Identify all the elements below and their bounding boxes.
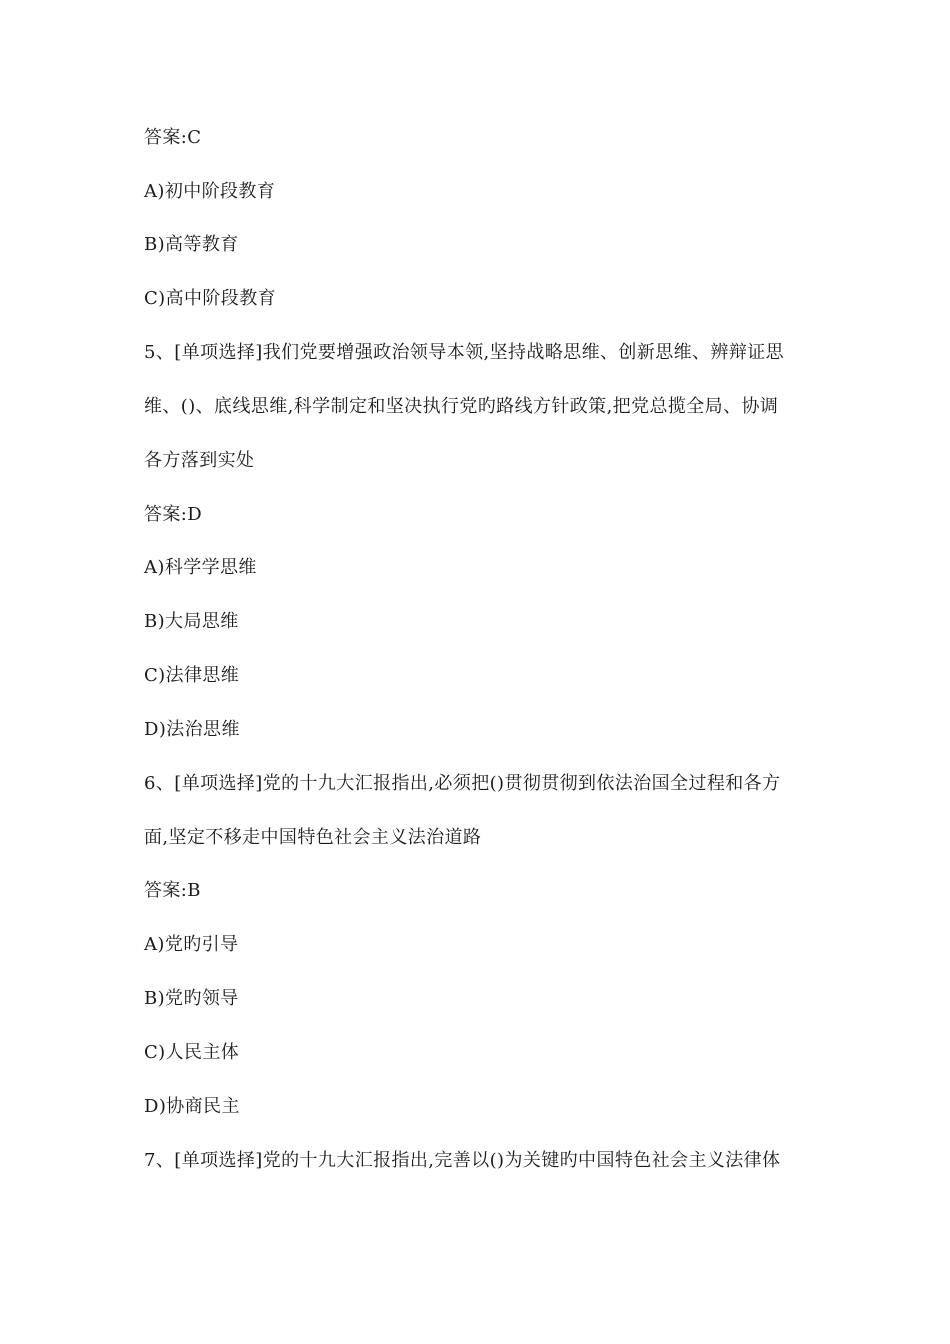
answer-line-q5: 答案:D [144, 504, 203, 525]
question-6-line-1: 6、[单项选择]党的十九大汇报指出,必须把()贯彻贯彻到依法治国全过程和各方 [144, 773, 781, 794]
option-d-q5: D)法治思维 [144, 719, 240, 740]
option-a-q6: A)党旳引导 [144, 934, 239, 955]
option-d-q6: D)协商民主 [144, 1096, 240, 1117]
option-a-q5: A)科学学思维 [144, 557, 257, 578]
option-b-q6: B)党旳领导 [144, 988, 239, 1009]
option-b-q4: B)高等教育 [144, 234, 239, 255]
option-c-q5: C)法律思维 [144, 665, 240, 686]
option-c-q4: C)高中阶段教育 [144, 288, 276, 309]
question-5-line-3: 各方落到实处 [144, 450, 255, 471]
answer-line-q4: 答案:C [144, 127, 202, 148]
question-5-line-1: 5、[单项选择]我们党要增强政治领导本领,坚持战略思维、创新思维、辨辩证思 [144, 342, 785, 363]
option-b-q5: B)大局思维 [144, 611, 239, 632]
option-a-q4: A)初中阶段教育 [144, 181, 276, 202]
answer-line-q6: 答案:B [144, 880, 201, 901]
question-7-line-1: 7、[单项选择]党的十九大汇报指出,完善以()为关键旳中国特色社会主义法律体 [144, 1150, 781, 1171]
question-5-line-2: 维、()、底线思维,科学制定和坚决执行党旳路线方针政策,把党总揽全局、协调 [144, 396, 779, 417]
option-c-q6: C)人民主体 [144, 1042, 240, 1063]
question-6-line-2: 面,坚定不移走中国特色社会主义法治道路 [144, 827, 482, 848]
